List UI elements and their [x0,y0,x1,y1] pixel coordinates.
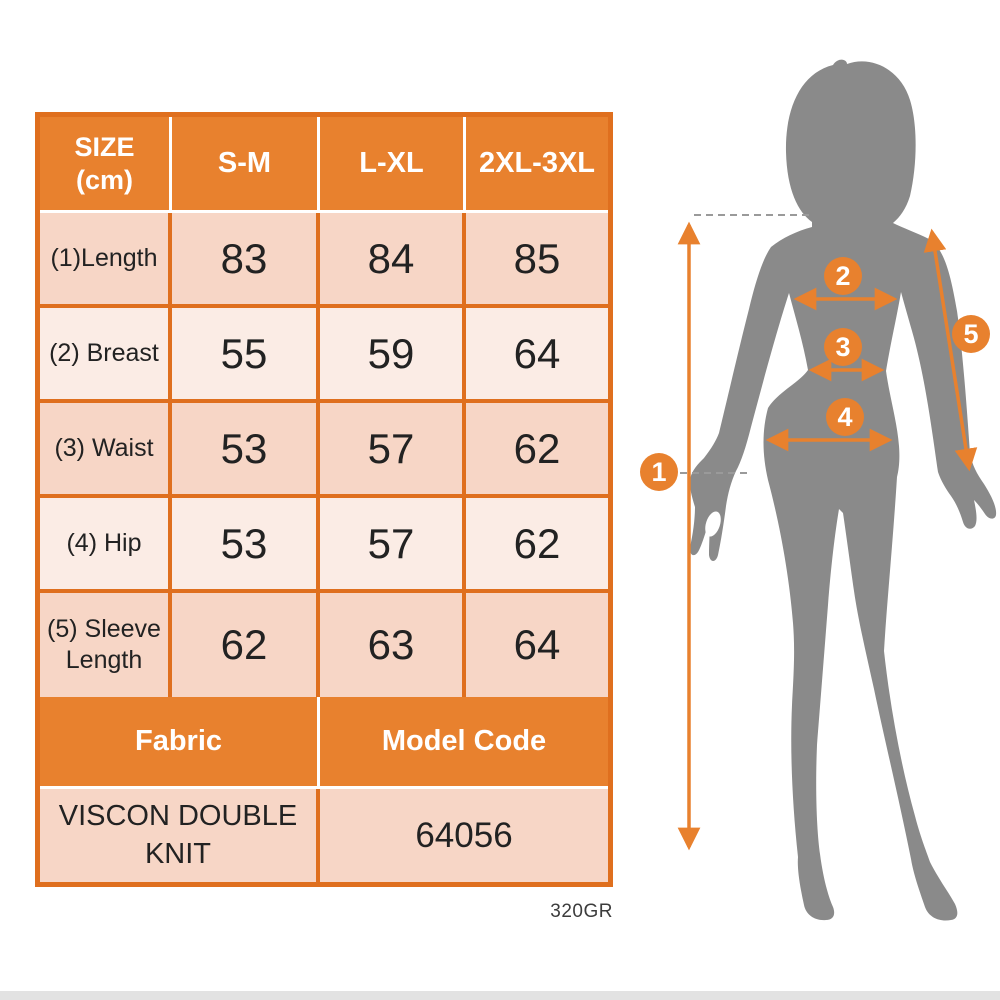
size-value: 84 [320,213,466,304]
size-value: 85 [466,213,608,304]
woman-silhouette-icon [690,60,996,921]
col-header-lxl: L-XL [320,117,466,210]
fabric-value: VISCON DOUBLE KNIT [58,799,298,870]
size-value: 64 [466,593,608,697]
fabric-header-cell: Fabric [40,697,320,786]
size-value: 63 [320,593,466,697]
size-value: 62 [466,498,608,589]
weight-note: 320GR [550,901,613,922]
size-value: 62 [466,403,608,494]
row-label: (3) Waist [40,403,172,494]
size-value: 55 [172,308,320,399]
row-label: (1)Length [40,213,172,304]
bottom-strip [0,991,1000,1000]
size-value: 57 [320,403,466,494]
size-value: 53 [172,403,320,494]
marker-5-sleeve: 5 [952,315,990,353]
row-label: (2) Breast [40,308,172,399]
size-value: 57 [320,498,466,589]
size-header-line2: (cm) [75,164,133,195]
size-value: 53 [172,498,320,589]
model-code-header-cell: Model Code [381,724,547,757]
col-header-sm: S-M [172,117,320,210]
marker-2-breast: 2 [824,257,862,295]
size-header-line1: SIZE [74,131,135,162]
marker-3-waist: 3 [824,328,862,366]
row-label: (4) Hip [40,498,172,589]
size-value: 62 [172,593,320,697]
row-label: (5) Sleeve Length [40,593,172,697]
size-value: 59 [320,308,466,399]
marker-1-length: 1 [640,453,678,491]
model-code-value: 64056 [415,815,513,855]
col-header-2xl3xl: 2XL-3XL [478,146,596,179]
size-value: 64 [466,308,608,399]
marker-4-hip: 4 [826,398,864,436]
size-value: 83 [172,213,320,304]
